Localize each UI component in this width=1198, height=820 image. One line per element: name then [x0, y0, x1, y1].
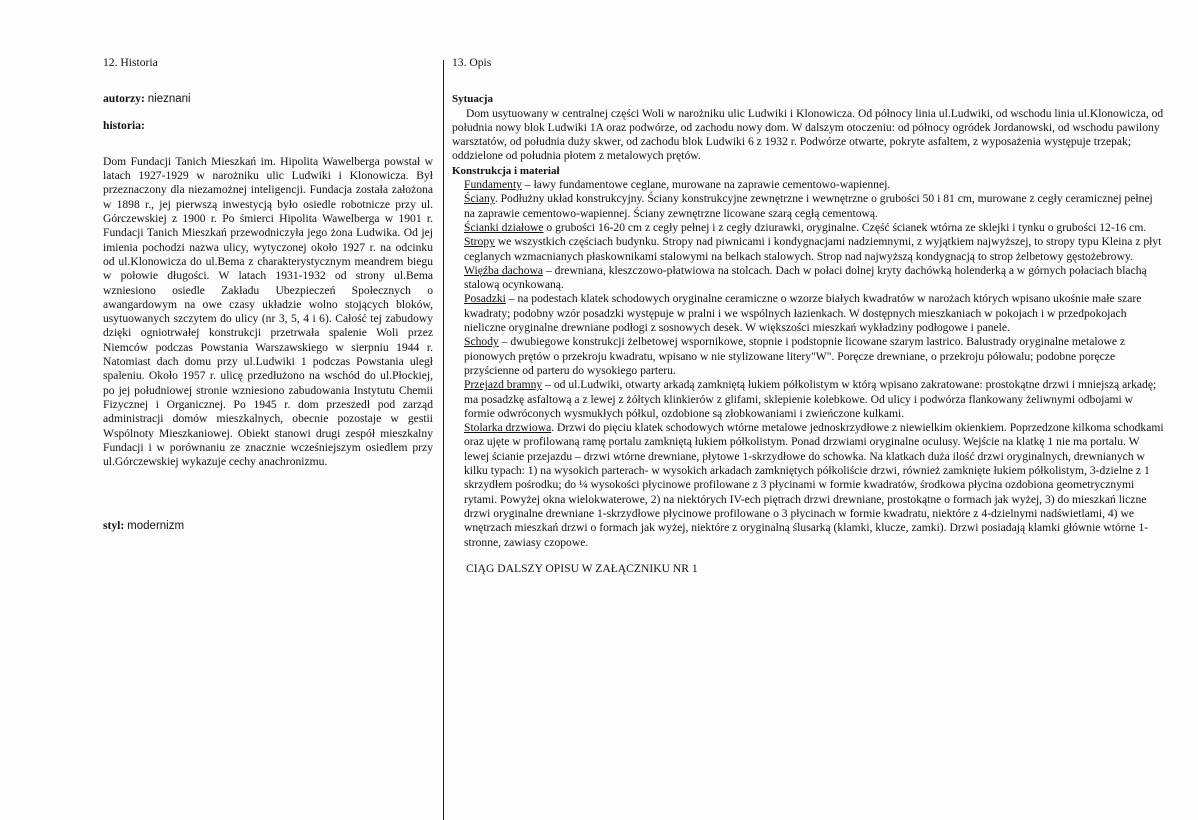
item-term: Fundamenty: [464, 178, 522, 192]
authors-value: nieznani: [147, 93, 191, 106]
section-title-description: 13. Opis: [452, 56, 492, 69]
item-text: o grubości 16-20 cm z cegły pełnej i z cegły dziurawki, oryginalne. Część ścianek wtórna ze sklejki i tynku o grubości 12-16 cm.: [543, 220, 1147, 234]
item-text: – ławy fundamentowe ceglane, murowane na zaprawie cementowo-wapiennej.: [521, 178, 891, 192]
construction-heading: Konstrukcja i materiał: [452, 164, 560, 177]
situation-text: Dom usytuowany w centralnej części Woli w narożniku ulic Ludwiki i Klonowicza. Od północy linia ul.Ludwiki, od wschodu linia ul.Klonowicza, od południa nowy blok Ludwiki 1A oraz podwórze, od zachodu nowy dom. W dalszym otoczeniu: od północy ogródek Jordanowski, od wschodu pawilony warsztatów, od południa duży skwer, od zachodu blok Ludwiki 6 z 1932 r. Podwórze otwarte, pokryte asfaltem, z wyposażenia występuje trzepak; oddzielone od południa płotem z metalowych prętów.: [452, 106, 1164, 163]
item-text: – od ul.Ludwiki, otwarty arkadą zamkniętą łukiem półkolistym w którą wpisano zakratowane: prostokątne drzwi i mniejszą arkadę; ma posadzkę asfaltową a z lewej z żółtych klinkierów z glifami, sklepienie kolebkowe. Od ulicy i podwórza flankowany żeliwnymi odbojami w formie odwróconych wysmukłych półkul, ozdobione są złobkowaniami i zwieńczone kulkami.: [464, 378, 1157, 420]
item-przejazd-bramny: [464, 378, 1164, 421]
item-text: – dwubiegowe konstrukcji żelbetowej wspornikowe, stopnie i podstopnie licowane szarym lastrico. Balustrady oryginalne metalowe z pionowych prętów o przekroju kwadratu, wpisano w nie stylizowane litery"W". Poręcze drewniane, o przekroju półowalu; podobne poręcze przyściennе od parteru do wysokiego parteru.: [464, 335, 1126, 377]
item-text: . Podłużny układ konstrukcyjny. Ściany konstrukcyjne zewnętrzne i wewnętrzne o grubości 50 i 81 cm, murowane z cegły ceramicznej pełnej na zaprawie cementowo-wapiennej. Ściany zewnętrzne licowane szarą cegłą cementową.: [464, 192, 1153, 220]
item-text: – na podestach klatek schodowych oryginalne ceramiczne o wzorze białych kwadratów w narożach których wpisano ukośnie małe szare kwadraty; podobny wzór posadzki występuje w pralni i we wspólnych łazienkach. W dostępnych mieszkaniach w pokojach i w przedpokojach nieliczne oryginalne drewniane podłogi z sosnowych desek. W większości mieszkań wykładziny podłogowe i panele.: [464, 292, 1142, 335]
item-schody: [464, 335, 1164, 378]
column-divider: [443, 60, 444, 820]
item-sciany: [464, 192, 1164, 221]
history-text: Dom Fundacji Tanich Mieszkań im. Hipolita Wawelberga powstał w latach 1927-1929 w narożniku ulic Ludwiki i Klonowicza. Był przeznaczony dla niezamożnej inteligencji. Fundacja została założona w 1898 r., jej pierwszą inwestycją było osiedle robotnicze przy ul. Górczewskiej z 1900 r. Po śmierci Hipolita Wawelberga w 1901 r. Fundacji Tanich Mieszkań przewodniczyła jego żona Ludwika. Od jej imienia pochodzi nazwa ulicy, wytyczonej około 1927 r. na odcinku od ul.Klonowicza do ul.Bema z charakterystycznym meandrem biegu w połowie długości. W latach 1931-1932 od strony ul.Bema wzniesiono osiedle Zakładu Ubezpieczeń Społecznych o awangardowym na owe czasy układzie wolno stojących bloków, usytuowanych szczytem do ulicy (nr 3, 5, 4 i 6). Całość tej zabudowy dzięki ogniotrwałej konstrukcji przetrwała spalenie Woli przez Niemców podczas Powstania Warszawskiego w sierpniu 1944 r. Natomiast dach domu przy ul.Ludwiki 1 podczas Powstania uległ spaleniu. Około 1957 r. ulicę przedłużono na wschód do ul.Płockiej, po jej południowej stronie wzniesiono zabudowania Instytutu Chemii Fizycznej i Organicznej. Po 1945 r. dom przeszedł pod zarząd administracji domów mieszkalnych, obecnie pozostaje w gestii Wspólnoty Mieszkaniowej. Obiekt stanowi drugi zespół mieszkalny Fundacji i w porównaniu ze znacznie wcześniejszym osiedlem przy ul.Górczewskiej wykazuje cechy anachronizmu.: [103, 154, 433, 469]
item-term: Schody: [464, 335, 499, 349]
section-title-history: 12. Historia: [103, 56, 158, 69]
description-column: [452, 56, 1164, 576]
item-term: Stolarka drzwiowa: [464, 421, 552, 435]
history-column: [103, 56, 433, 534]
style-value: modernizm: [127, 520, 185, 533]
item-term: Ściany: [464, 192, 495, 206]
continuation-note: CIĄG DALSZY OPISU W ZAŁĄCZNIKU NR 1: [466, 561, 698, 575]
item-wiezba-dachowa: [464, 264, 1164, 293]
item-stropy: [464, 235, 1164, 264]
item-posadzki: [464, 292, 1164, 335]
item-stolarka-drzwiowa: [464, 421, 1164, 550]
item-fundamenty: [464, 178, 1164, 192]
situation-heading: Sytuacja: [452, 93, 493, 106]
item-term: Posadzki: [464, 292, 506, 306]
style-label: styl:: [103, 519, 125, 533]
item-term: Przejazd bramny: [464, 378, 543, 392]
item-term: Więźba dachowa: [464, 263, 544, 277]
item-scianki-dzialowe: [464, 221, 1164, 235]
history-label: historia:: [103, 118, 145, 132]
authors-line: [103, 92, 433, 106]
item-term: Ścianki działowe: [464, 220, 544, 234]
style-line: [103, 519, 433, 533]
item-term: Stropy: [464, 235, 495, 249]
authors-label: autorzy:: [103, 92, 145, 106]
item-text: we wszystkich częściach budynku. Stropy nad piwnicami i kondygnacjami nadziemnymi, z wyjątkiem najwyższej, to stropy typu Kleina z płyt ceglanych wzmacnianych płaskownikami stalowymi na belkach stalowych. Strop nad najwyższą kondygnacją to strop żelbetowy gęstożebrowy.: [464, 235, 1162, 263]
item-text: – drewniana, kleszczowo-płatwiowa na stolcach. Dach w połaci dolnej kryty dachówką holenderką a w górnych połaciach blachą stalową ocynkowaną.: [464, 263, 1147, 292]
item-text: . Drzwi do pięciu klatek schodowych wtórne metalowe jednoskrzydłowe z niewielkim okienkiem. Poprzedzone kilkoma schodkami oraz ujęte w profilowaną ramę portalu zamkniętą łukiem półkolistym. Ponad drzwiami oryginalne oculusy. Wejście na klatkę 1 nie ma portalu. W lewej ścianie przejazdu – drzwi wtórne drewniane, płytowe 1-skrzydłowe do schowka. Na klatkach duża ilość drzwi oryginalnych, drewnianych w kilku typach: 1) na wysokich parterach- w wysokich arkadach zamkniętych półkoliście drzwi, również zamknięte łukiem półkolistym, 3-dzielne z 1 skrzydłem pośrodku; do ¼ wysokości płycinowe profilowane z 3 płycinami w formie kwadratów, środkowa płycina ozdobiona geometrycznymi rytami. Powyżej okna wielokwaterowe, 2) na niektórych IV-ech piętrach drzwi drewniane, prostokątne o formach jak wyżej, 3) do mieszkań liczne drzwi oryginalne drewniane 1-skrzydłowe płycinowe profilowane o 3 płycinach w formie kwadratu, niektóre z 4-dzielnymi nadświetlami, 4) we wnętrzach mieszkań drzwi o formach jak wyżej, niektóre z oryginalną ślusarką (klamki, klucze, zamki). Drzwi posiadają klamki głównie wtórne 1-stronne, zawiasy czopowe.: [464, 421, 1164, 549]
